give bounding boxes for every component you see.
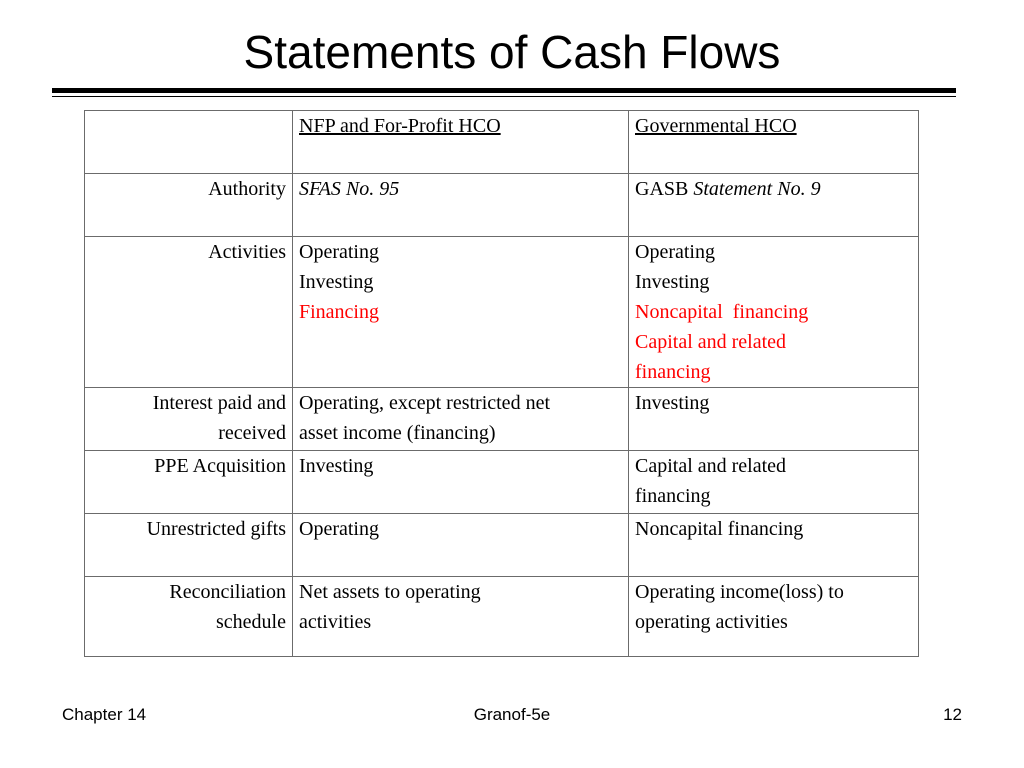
table-row-authority: [85, 174, 919, 237]
slide-title: Statements of Cash Flows: [243, 26, 781, 78]
footer-page-number: 12: [943, 705, 962, 724]
row-label-authority: Authority: [85, 174, 293, 237]
table-row-ppe: [85, 451, 919, 514]
table-row-gifts: [85, 514, 919, 577]
row-label-reconciliation: Reconciliation schedule: [85, 577, 293, 657]
table-row-interest: [85, 388, 919, 451]
title-divider-thick: [52, 88, 956, 93]
row-label-gifts: Unrestricted gifts: [85, 514, 293, 577]
authority-nfp-value: SFAS No. 95: [299, 178, 400, 200]
header-cell-nfp: [293, 111, 629, 174]
cell-ppe-nfp: Investing: [293, 451, 629, 514]
header-gov-label: Governmental HCO: [635, 115, 797, 137]
cell-activities-nfp: [293, 237, 629, 388]
footer-source: Granof-5e: [473, 705, 551, 724]
table-row-activities: [85, 237, 919, 388]
table-row-reconciliation: [85, 577, 919, 657]
cell-interest-nfp: Operating, except restricted net asset income (financing): [293, 388, 629, 451]
list-item: Operating: [635, 241, 715, 263]
cell-activities-gov: [629, 237, 919, 388]
cell-reconciliation-gov: Operating income(loss) to operating activities: [629, 577, 919, 657]
list-item: Capital and related: [635, 331, 787, 353]
list-item: Financing: [299, 301, 379, 323]
cell-ppe-gov: Capital and related financing: [629, 451, 919, 514]
table-row-header: [85, 111, 919, 174]
cell-authority-gov: [629, 174, 919, 237]
comparison-table: [84, 110, 919, 657]
list-item: Investing: [299, 271, 374, 293]
authority-gov-prefix: GASB: [635, 178, 689, 200]
cell-authority-nfp: [293, 174, 629, 237]
header-cell-gov: [629, 111, 919, 174]
list-item: Noncapital financing: [635, 301, 809, 323]
cell-gifts-nfp: Operating: [293, 514, 629, 577]
title-divider-thin: [52, 96, 956, 97]
footer-chapter: Chapter 14: [62, 705, 147, 724]
row-label-activities: Activities: [85, 237, 293, 388]
authority-gov-statement: Statement No. 9: [693, 178, 821, 200]
cell-reconciliation-nfp: Net assets to operating activities: [293, 577, 629, 657]
header-cell-empty: [85, 111, 293, 174]
cell-interest-gov: Investing: [629, 388, 919, 451]
row-label-interest: Interest paid and received: [85, 388, 293, 451]
row-label-ppe: PPE Acquisition: [85, 451, 293, 514]
list-item: Investing: [635, 271, 710, 293]
header-nfp-label: NFP and For-Profit HCO: [299, 115, 501, 137]
cell-gifts-gov: Noncapital financing: [629, 514, 919, 577]
list-item: Operating: [299, 241, 379, 263]
list-item: financing: [635, 361, 711, 383]
